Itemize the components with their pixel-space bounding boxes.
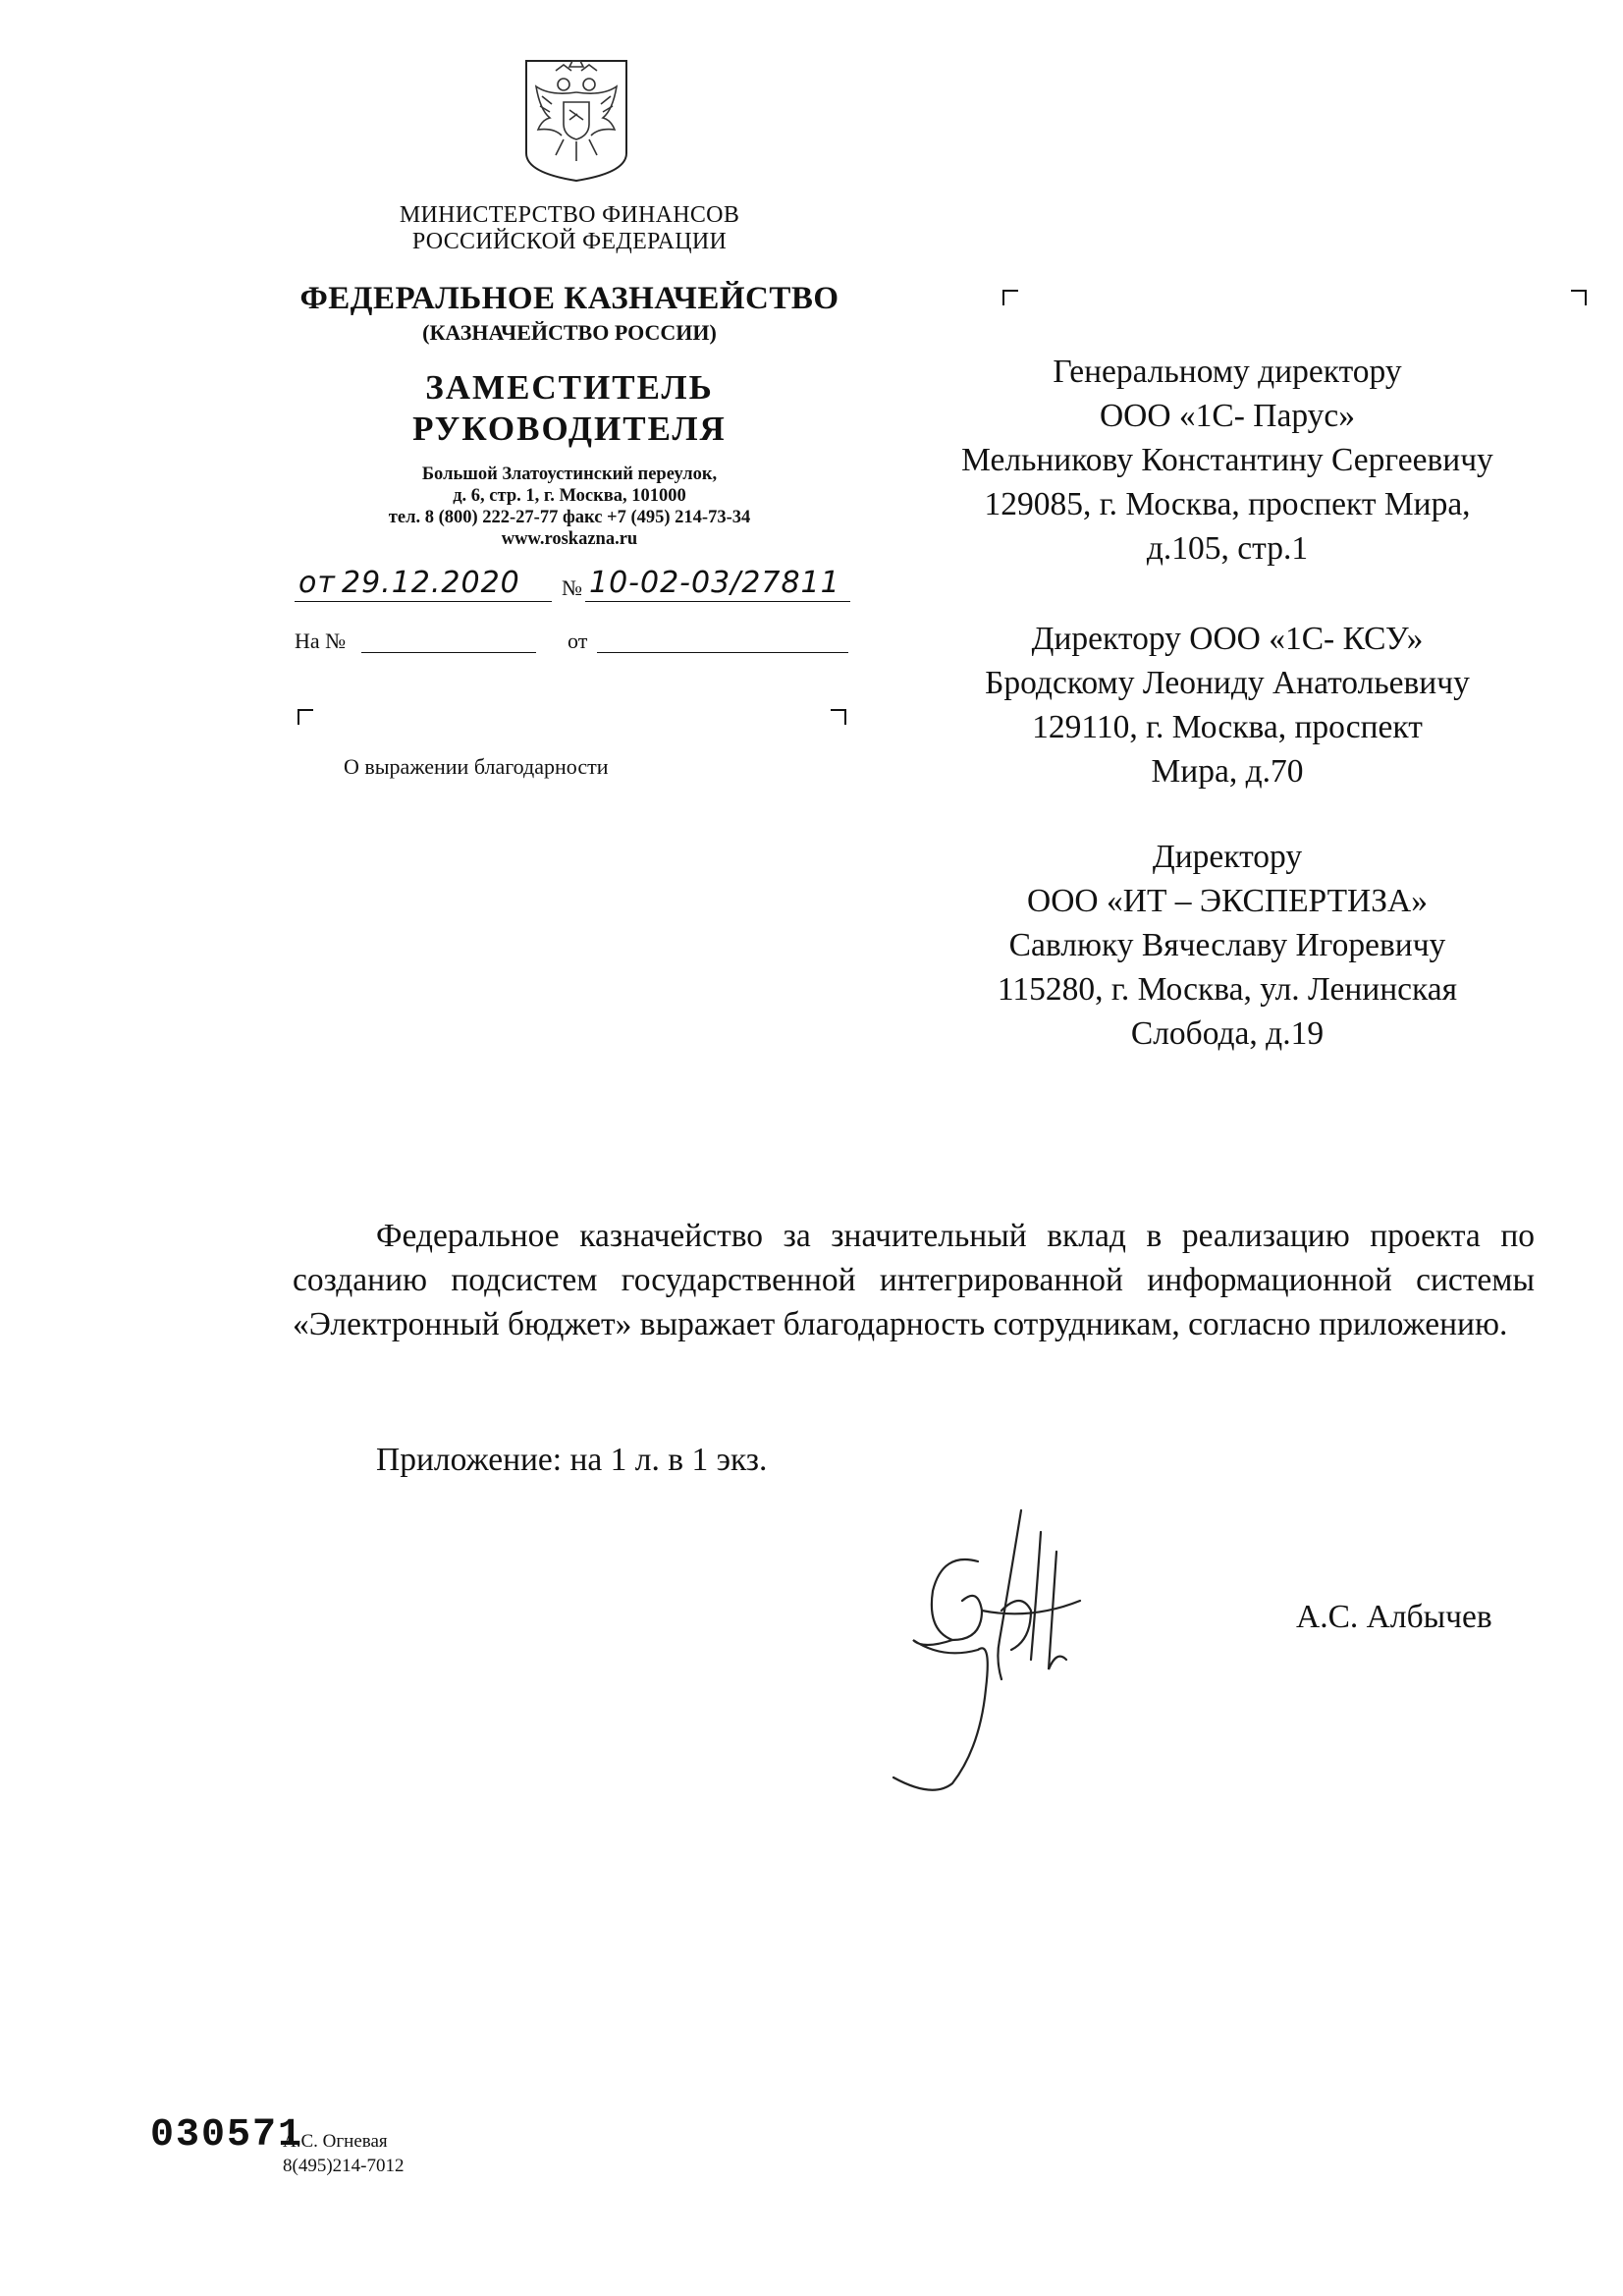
letter-body [293,1214,1535,1346]
attachment-note: Приложение: на 1 л. в 1 экз. [376,1442,768,1478]
registration-number: 10-02-03/27811 [589,566,840,600]
handwritten-signature [884,1493,1119,1807]
addressee-block [884,617,1571,793]
addressee-line: Слобода, д.19 [1130,1015,1325,1052]
addressee-corner-right [1571,290,1587,305]
subject-corner-right [831,709,846,725]
addressee-corner-left [1002,290,1018,305]
agency-short-name: (КАЗНАЧЕЙСТВО РОССИИ) [422,320,717,345]
addressee-line: Директору [1152,839,1303,875]
reply-number-label: На № [295,629,347,653]
agency-name: ФЕДЕРАЛЬНОЕ КАЗНАЧЕЙСТВО [299,281,839,316]
subject-corner-left [298,709,313,725]
registration-row [295,562,850,603]
ministry-line-2: РОССИЙСКОЙ ФЕДЕРАЦИИ [411,229,728,254]
addressee-line: 129110, г. Москва, проспект [1032,709,1423,745]
addressee-block [884,835,1571,1056]
position-line-2: РУКОВОДИТЕЛЯ [412,410,727,448]
website-line: www.roskazna.ru [501,529,638,549]
reply-number-blank [361,652,536,653]
coat-of-arms-emblem [520,57,632,183]
addressee-line: 115280, г. Москва, ул. Ленинская [997,971,1458,1008]
address-line: Большой Златоустинский переулок, [421,465,718,484]
addressee-block [884,350,1571,571]
addressee-line: Мельникову Константину Сергеевичу [961,442,1493,478]
addressee-line: 129085, г. Москва, проспект Мира, [984,486,1471,522]
body-paragraph: Федеральное казначейство за значительный вклад в реализацию проекта по созданию подсистем государственной интегрированной информационной системы «Электронный бюджет» выражает благодарность сотрудникам, согласно приложению. [293,1218,1535,1342]
registration-date: 29.12.2020 [342,566,520,600]
letter-subject: О выражении благодарности [344,754,609,779]
addressee-line: д.105, стр.1 [1146,530,1309,567]
ministry-line-1: МИНИСТЕРСТВО ФИНАНСОВ [399,202,740,228]
date-prefix: от [298,566,336,600]
reply-date-blank [597,652,848,653]
addressee-line: Генеральному директору [1053,354,1402,390]
signer-name: А.С. Албычев [1296,1599,1492,1635]
number-prefix: № [562,575,582,600]
addressee-line: Савлюку Вячеславу Игоревичу [1008,927,1446,963]
position-line-1: ЗАМЕСТИТЕЛЬ [425,368,714,407]
addressee-line: Мира, д.70 [1151,753,1304,790]
executor-phone: 8(495)214-7012 [283,2156,405,2176]
executor-info [283,2129,404,2178]
address-line: д. 6, стр. 1, г. Москва, 101000 [453,486,686,506]
addressee-line: Бродскому Леониду Анатольевичу [985,665,1470,701]
addressee-line: Директору ООО «1С- КСУ» [1031,621,1424,657]
phone-fax-line: тел. 8 (800) 222-27-77 факс +7 (495) 214-73-34 [388,508,751,527]
reply-date-label: от [568,629,588,653]
addressee-line: ООО «1С- Парус» [1099,398,1356,434]
addressee-line: ООО «ИТ – ЭКСПЕРТИЗА» [1027,883,1428,919]
reply-reference-row [295,629,850,658]
executor-name: А.С. Огневая [283,2131,388,2152]
registration-stamp-number: 030571 [150,2113,304,2158]
